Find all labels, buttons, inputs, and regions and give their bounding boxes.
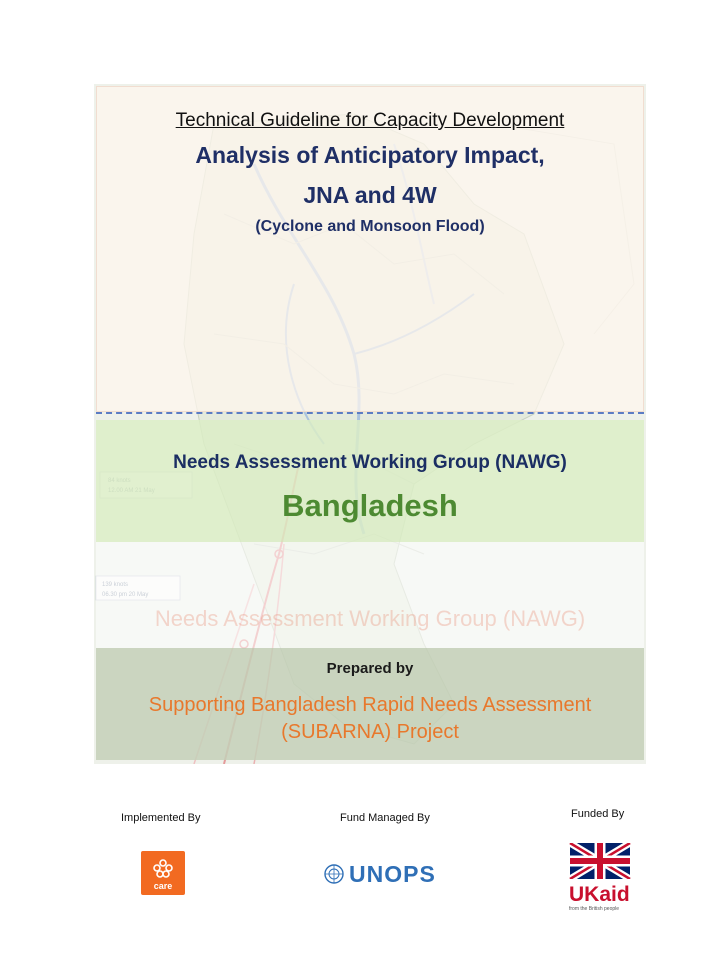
funded-by-label: Funded By — [571, 808, 625, 820]
union-jack-icon — [569, 843, 631, 879]
project-name-line2: (SUBARNA) Project — [281, 721, 459, 743]
country-name: Bangladesh — [282, 488, 458, 523]
project-name-line1: Supporting Bangladesh Rapid Needs Assessment — [148, 694, 592, 716]
care-logo — [141, 851, 185, 895]
document-title-line2: JNA and 4W — [303, 182, 437, 208]
unops-logo — [323, 860, 436, 888]
dashed-divider — [96, 412, 644, 414]
ghost-watermark-text: Needs Assessment Working Group (NAWG) — [154, 606, 586, 631]
ukaid-tagline: from the British people — [569, 906, 620, 912]
fund-managed-by-label: Fund Managed By — [340, 812, 430, 824]
implemented-by-label: Implemented By — [121, 812, 201, 824]
working-group-name: Needs Assessment Working Group (NAWG) — [173, 452, 567, 473]
project-name — [96, 692, 644, 746]
care-logo-text: care — [153, 881, 173, 891]
map-window-panel — [96, 542, 644, 648]
un-emblem-icon — [323, 863, 345, 885]
title-panel — [96, 86, 644, 412]
prepared-by-label: Prepared by — [326, 660, 414, 677]
ukaid-logo — [569, 843, 633, 912]
document-title-line3: (Cyclone and Monsoon Flood) — [255, 218, 485, 235]
unops-logo-text: UNOPS — [349, 860, 436, 887]
document-subtitle: Technical Guideline for Capacity Development — [175, 110, 565, 131]
ukaid-logo-text: UKaid — [569, 883, 630, 906]
document-title-line1: Analysis of Anticipatory Impact, — [195, 142, 545, 168]
